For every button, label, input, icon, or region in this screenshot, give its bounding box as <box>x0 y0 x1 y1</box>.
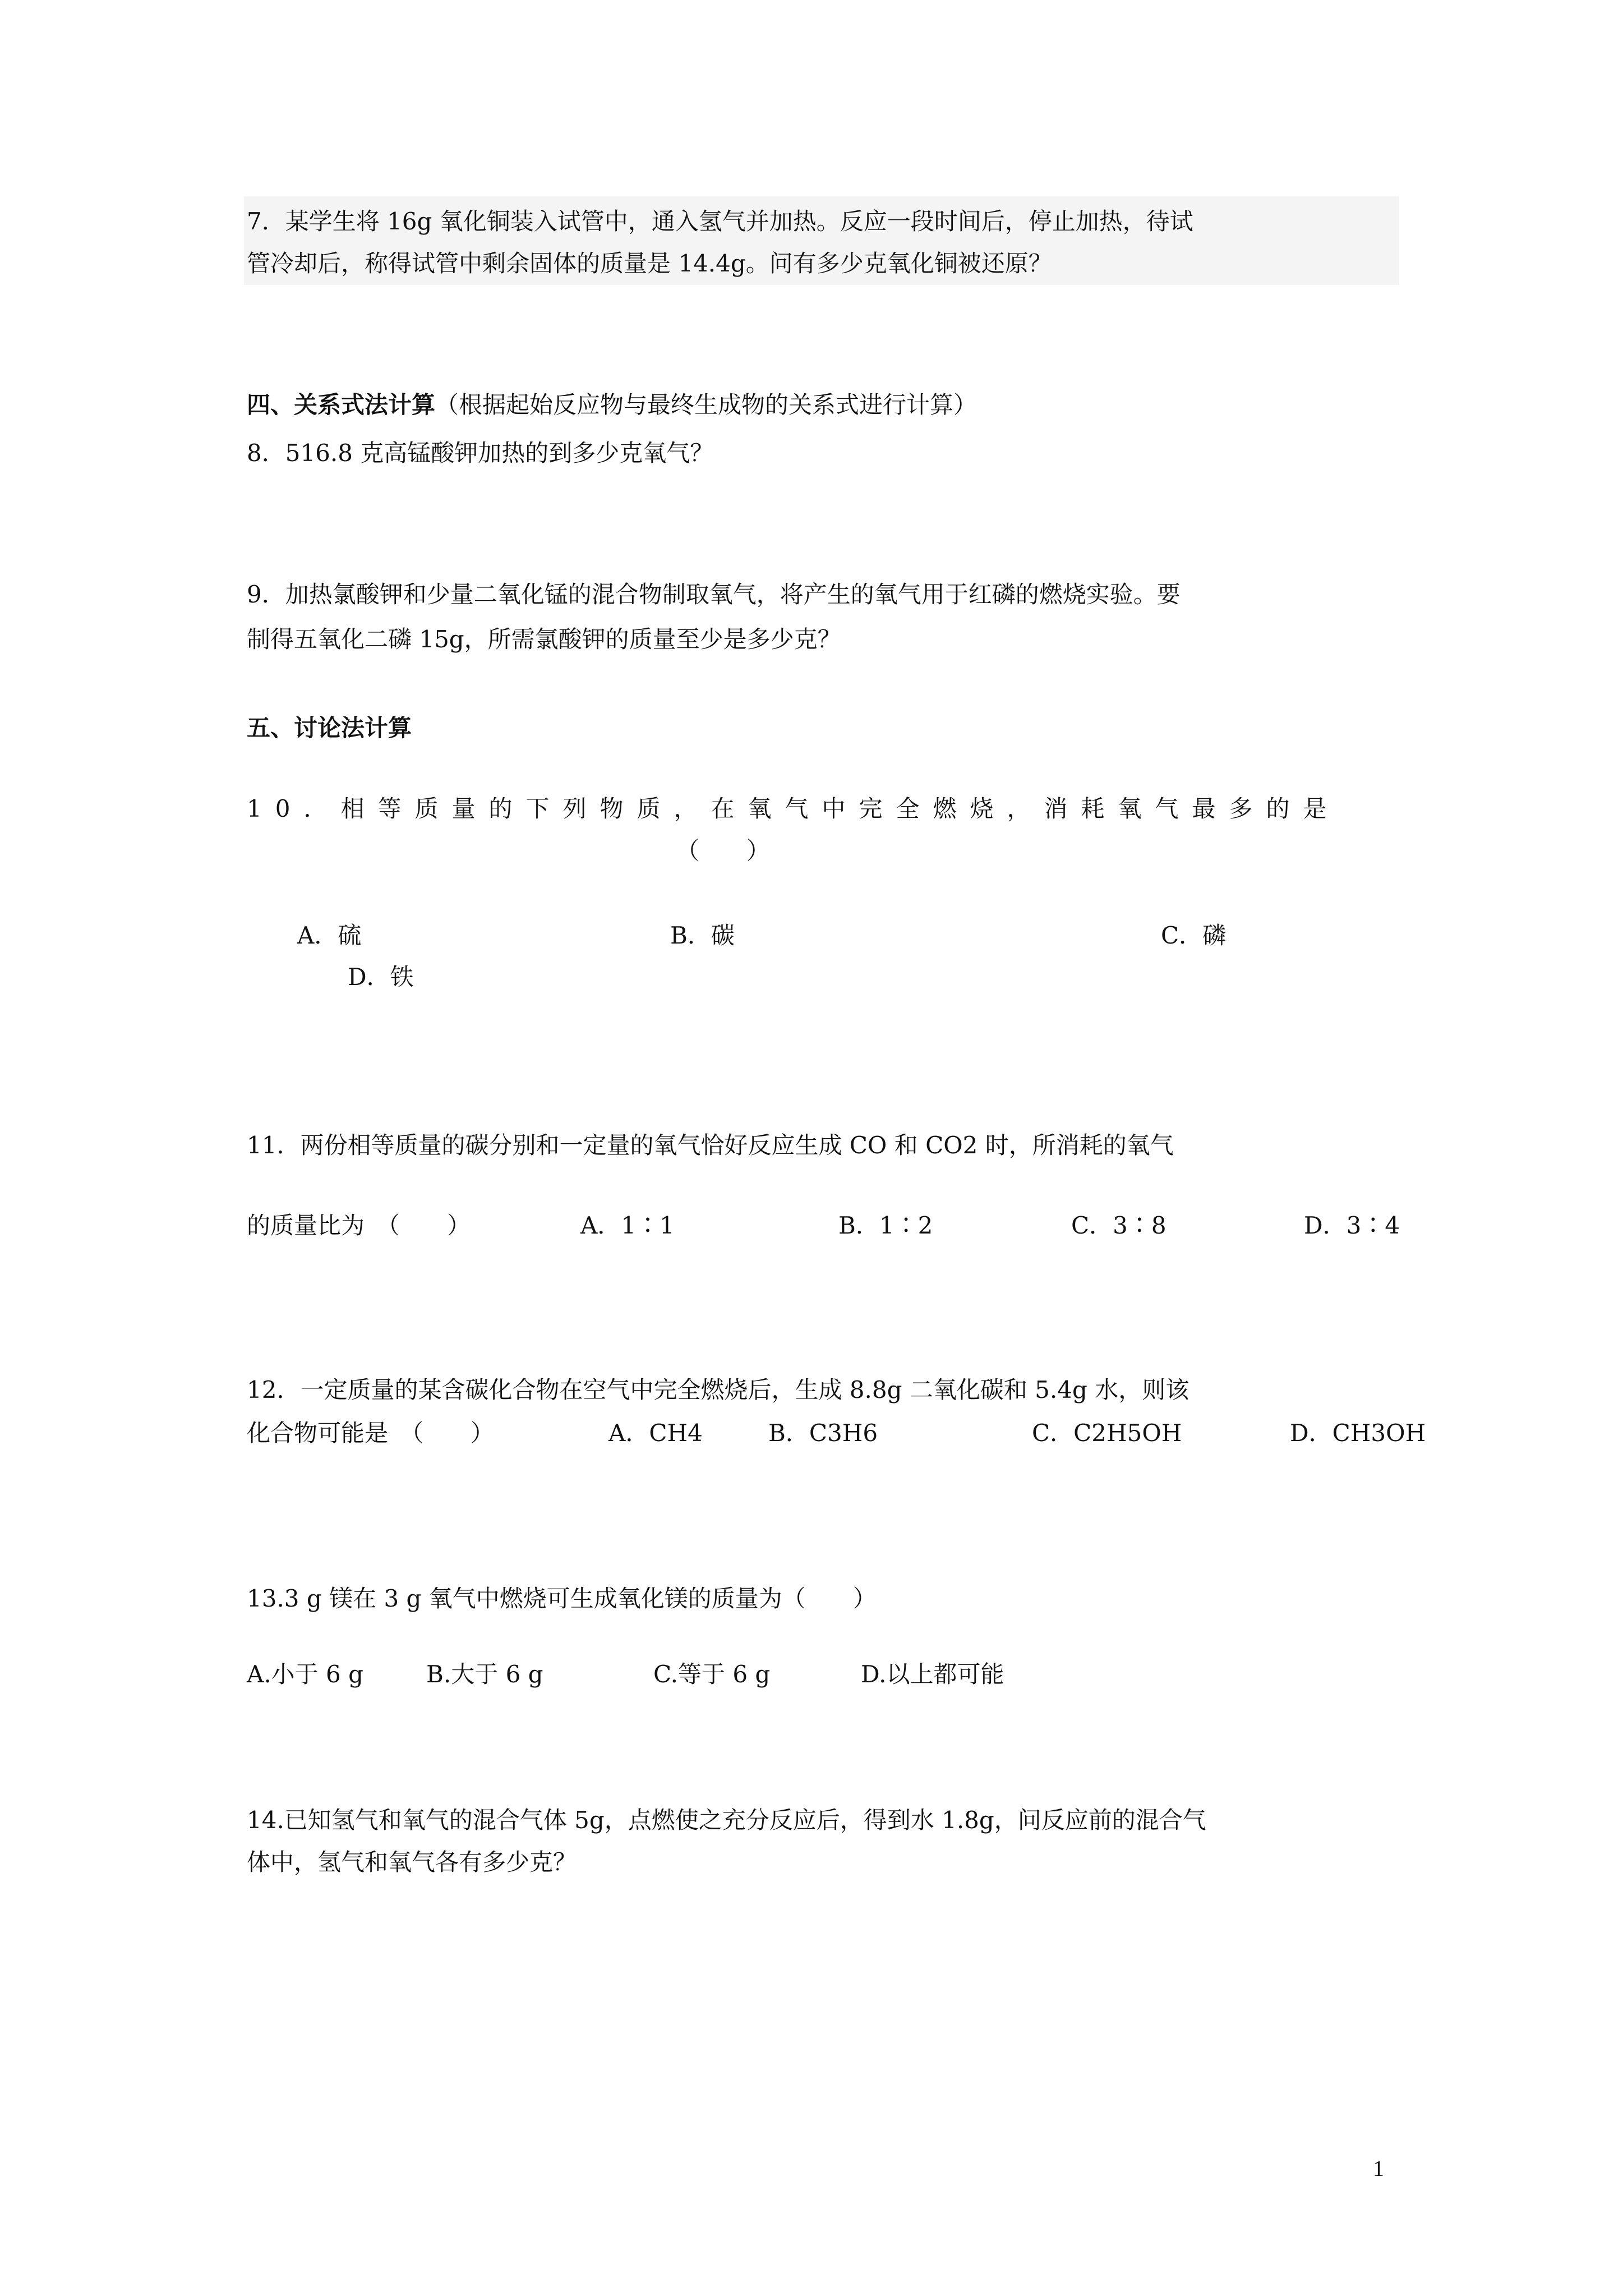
question-11-option-a: A．1∶1 <box>580 1212 675 1239</box>
question-13-option-c: C.等于 6 g <box>653 1660 771 1688</box>
question-11-option-d: D．3∶4 <box>1304 1212 1400 1239</box>
question-12-line-2: 化合物可能是 （ ） <box>247 1419 495 1447</box>
question-13-option-a: A.小于 6 g <box>247 1660 363 1688</box>
question-8: 8．516.8 克高锰酸钾加热的到多少克氧气？ <box>247 439 714 467</box>
question-14-line-2: 体中，氢气和氧气各有多少克？ <box>247 1848 577 1876</box>
question-12-option-b: B．C3H6 <box>768 1419 878 1447</box>
section-4-title: 四、关系式法计算 <box>247 391 436 418</box>
question-13-option-b: B.大于 6 g <box>426 1660 543 1688</box>
question-10-line-1: 10．相等质量的下列物质，在氧气中完全燃烧，消耗氧气最多的是 <box>247 795 1340 822</box>
question-14-line-1: 14.已知氢气和氧气的混合气体 5g，点燃使之充分反应后，得到水 1.8g，问反应前的混合气 <box>247 1806 1206 1834</box>
question-10-option-c: C．磷 <box>1161 922 1227 949</box>
section-4-note: （根据起始反应物与最终生成物的关系式进行计算） <box>435 391 978 418</box>
page-number: 1 <box>1373 2156 1384 2181</box>
question-10-blank: （ ） <box>676 837 771 864</box>
question-11-line-2: 的质量比为 （ ） <box>247 1212 471 1239</box>
question-13: 13.3 g 镁在 3 g 氧气中燃烧可生成氧化镁的质量为（ ） <box>247 1585 877 1612</box>
section-5-heading: 五、讨论法计算 <box>247 714 412 742</box>
question-10-option-a: A．硫 <box>297 922 362 949</box>
question-12-option-d: D．CH3OH <box>1290 1419 1426 1447</box>
question-11-option-c: C．3∶8 <box>1071 1212 1166 1239</box>
question-12-option-a: A．CH4 <box>608 1419 703 1447</box>
question-11-option-b: B．1∶2 <box>838 1212 933 1239</box>
question-7-line-2: 管冷却后，称得试管中剩余固体的质量是 14.4g。问有多少克氧化铜被还原？ <box>247 250 1052 277</box>
question-11-line-1: 11．两份相等质量的碳分别和一定量的氧气恰好反应生成 CO 和 CO2 时，所消耗的氧气 <box>247 1131 1174 1159</box>
section-4-heading <box>247 388 977 422</box>
question-9-line-1: 9．加热氯酸钾和少量二氧化锰的混合物制取氧气，将产生的氧气用于红磷的燃烧实验。要 <box>247 581 1181 608</box>
question-10-option-d: D．铁 <box>348 963 414 991</box>
question-9-line-2: 制得五氧化二磷 15g，所需氯酸钾的质量至少是多少克？ <box>247 625 841 653</box>
question-7-line-1: 7．某学生将 16g 氧化铜装入试管中，通入氢气并加热。反应一段时间后，停止加热，待试 <box>247 208 1193 235</box>
question-13-option-d: D.以上都可能 <box>861 1660 1004 1688</box>
question-12-line-1: 12．一定质量的某含碳化合物在空气中完全燃烧后，生成 8.8g 二氧化碳和 5.4g 水，则该 <box>247 1376 1189 1404</box>
question-10-option-b: B．碳 <box>670 922 735 949</box>
question-12-option-c: C．C2H5OH <box>1032 1419 1182 1447</box>
